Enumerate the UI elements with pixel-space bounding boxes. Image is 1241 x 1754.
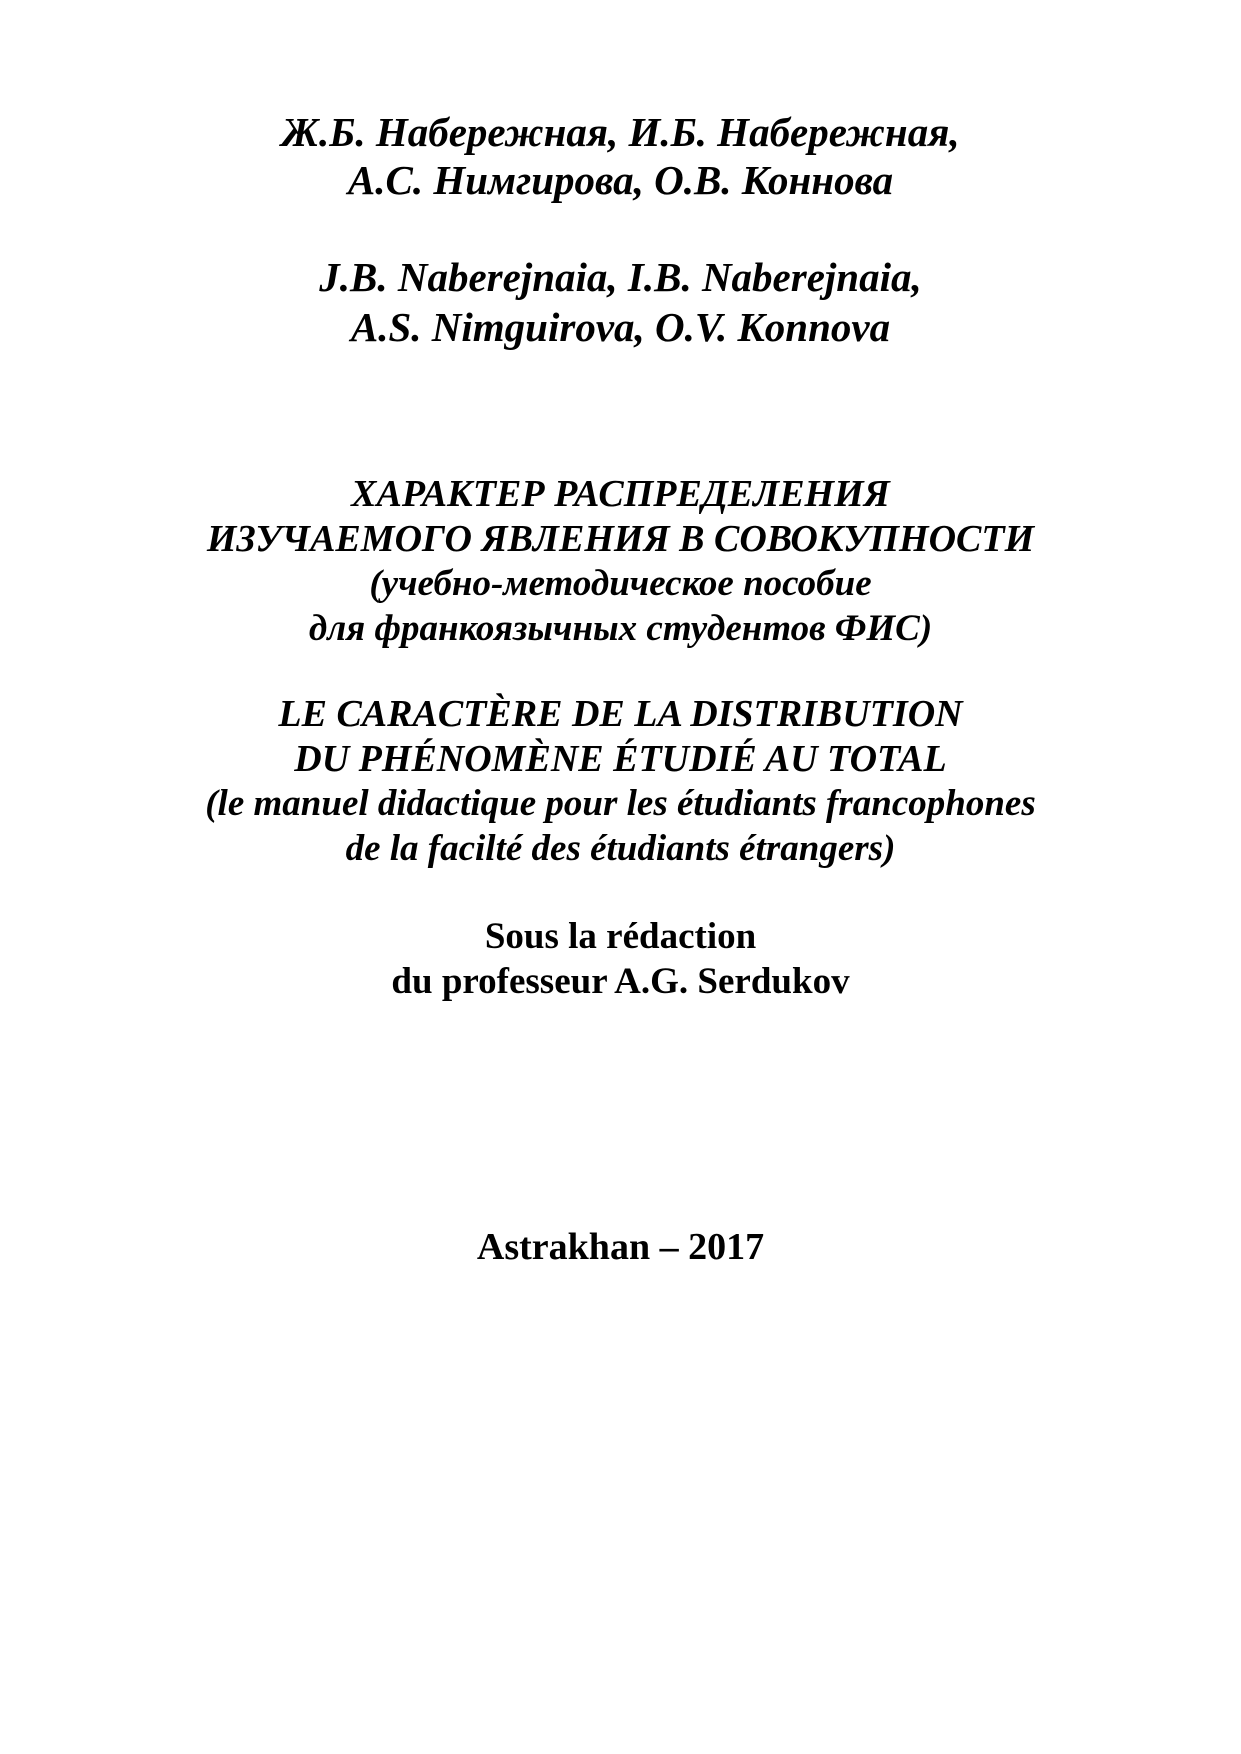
authors-ru-line-2: А.С. Нимгирова, О.В. Коннова bbox=[347, 157, 894, 203]
authors-ru-line-1: Ж.Б. Набережная, И.Б. Набережная, bbox=[281, 109, 960, 155]
subtitle-fr-line-2: de la facilté des étudiants étrangers) bbox=[345, 828, 896, 869]
editor-line-2: du professeur A.G. Serdukov bbox=[391, 961, 850, 1002]
title-fr-line-1: LE CARACTÈRE DE LA DISTRIBUTION bbox=[278, 693, 963, 735]
title-ru-line-2: ИЗУЧАЕМОГО ЯВЛЕНИЯ В СОВОКУПНОСТИ bbox=[206, 518, 1035, 560]
subtitle-ru-line-2: для франкоязычных студентов ФИС) bbox=[308, 608, 933, 649]
editor-line-1: Sous la rédaction bbox=[484, 916, 757, 957]
title-ru-line-1: ХАРАКТЕР РАСПРЕДЕЛЕНИЯ bbox=[351, 473, 890, 515]
imprint-place-year: Astrakhan – 2017 bbox=[476, 1226, 765, 1268]
subtitle-ru-line-1: (учебно-методическое пособие bbox=[369, 563, 872, 604]
title-fr-line-2: DU PHÉNOMÈNE ÉTUDIÉ AU TOTAL bbox=[294, 738, 947, 780]
authors-fr-line-2: A.S. Nimguirova, O.V. Konnova bbox=[350, 304, 891, 350]
authors-fr-line-1: J.B. Naberejnaia, I.B. Naberejnaia, bbox=[319, 254, 922, 300]
subtitle-fr-line-1: (le manuel didactique pour les étudiants francophones bbox=[205, 783, 1036, 824]
